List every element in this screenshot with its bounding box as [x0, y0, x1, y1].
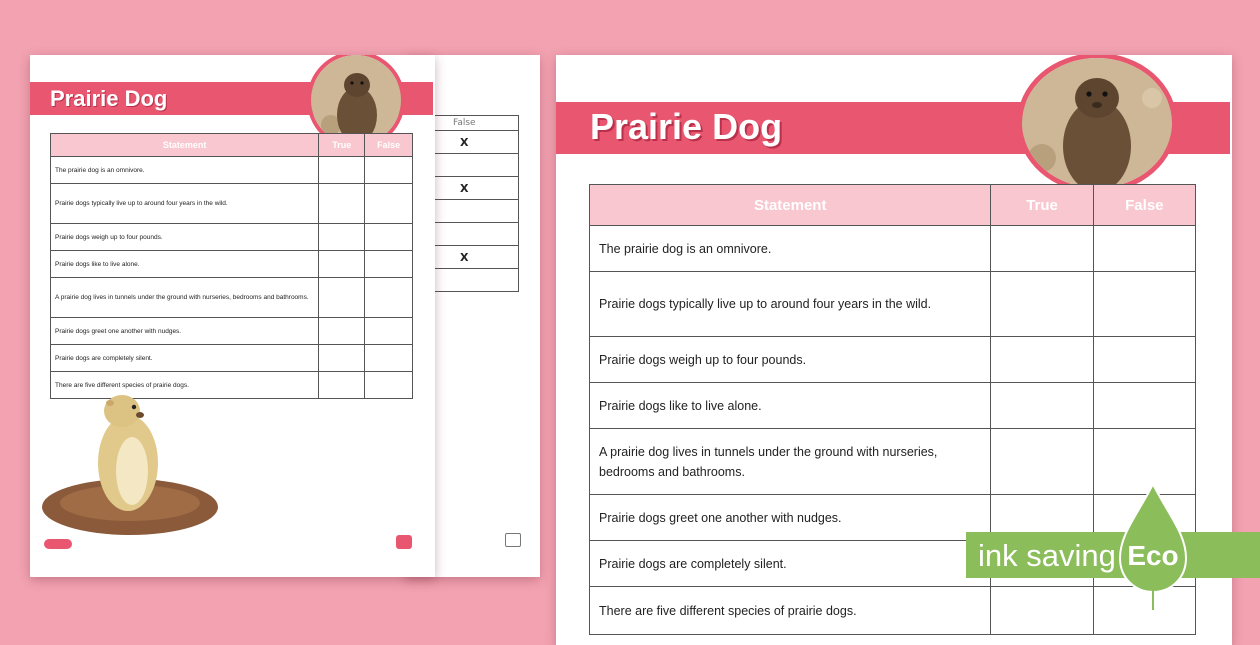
answer-mark: X	[410, 177, 518, 200]
worksheet-preview-small	[30, 55, 435, 577]
false-checkbox[interactable]	[1093, 337, 1195, 383]
true-checkbox[interactable]	[991, 272, 1093, 337]
prairie-dog-photo	[1017, 55, 1177, 193]
true-header: True	[319, 134, 365, 157]
statement-cell: Prairie dogs weigh up to four pounds.	[590, 337, 991, 383]
true-checkbox[interactable]	[319, 278, 365, 318]
statement-table	[50, 133, 413, 399]
false-checkbox[interactable]	[365, 224, 413, 251]
prairie-dog-illustration	[40, 385, 220, 535]
statement-cell: A prairie dog lives in tunnels under the ground with nurseries, bedrooms and bathrooms.	[590, 429, 991, 495]
statement-cell: Prairie dogs greet one another with nudges.	[590, 495, 991, 541]
footer-logo-icon	[44, 539, 72, 549]
eco-label: Eco	[1127, 540, 1179, 571]
false-header: False	[365, 134, 413, 157]
true-checkbox[interactable]	[991, 337, 1093, 383]
answer-mark: X	[410, 131, 518, 154]
false-checkbox[interactable]	[365, 318, 413, 345]
true-checkbox[interactable]	[991, 383, 1093, 429]
statement-cell: Prairie dogs typically live up to around four years in the wild.	[590, 272, 991, 337]
true-checkbox[interactable]	[319, 318, 365, 345]
false-checkbox[interactable]	[1093, 226, 1195, 272]
statement-cell: There are five different species of prairie dogs.	[51, 372, 319, 399]
false-checkbox[interactable]	[365, 372, 413, 399]
true-checkbox[interactable]	[319, 224, 365, 251]
true-checkbox[interactable]	[319, 372, 365, 399]
statement-cell: Prairie dogs are completely silent.	[51, 345, 319, 372]
false-checkbox[interactable]	[365, 184, 413, 224]
false-header: False	[1093, 185, 1195, 226]
ink-saving-badge	[966, 482, 1260, 612]
statement-cell: Prairie dogs weigh up to four pounds.	[51, 224, 319, 251]
statement-header: Statement	[51, 134, 319, 157]
worksheet-title: Prairie Dog	[50, 86, 168, 111]
answer-false-header: False	[410, 116, 518, 131]
statement-cell: Prairie dogs like to live alone.	[590, 383, 991, 429]
true-header: True	[991, 185, 1093, 226]
statement-cell: The prairie dog is an omnivore.	[590, 226, 991, 272]
footer-logo-icon	[505, 533, 521, 547]
badge-label: ink saving	[978, 538, 1116, 573]
true-checkbox[interactable]	[319, 251, 365, 278]
false-checkbox[interactable]	[1093, 272, 1195, 337]
worksheet-title: Prairie Dog	[590, 106, 783, 147]
true-checkbox[interactable]	[319, 184, 365, 224]
false-checkbox[interactable]	[365, 157, 413, 184]
statement-cell: Prairie dogs like to live alone.	[51, 251, 319, 278]
statement-cell: There are five different species of prairie dogs.	[590, 587, 991, 635]
false-checkbox[interactable]	[365, 251, 413, 278]
answer-mark: X	[410, 246, 518, 269]
statement-cell: The prairie dog is an omnivore.	[51, 157, 319, 184]
false-checkbox[interactable]	[1093, 383, 1195, 429]
statement-cell: Prairie dogs are completely silent.	[590, 541, 991, 587]
statement-cell: Prairie dogs typically live up to around four years in the wild.	[51, 184, 319, 224]
statement-cell: Prairie dogs greet one another with nudges.	[51, 318, 319, 345]
footer-badge-icon	[396, 535, 412, 549]
false-checkbox[interactable]	[365, 278, 413, 318]
true-checkbox[interactable]	[991, 226, 1093, 272]
true-checkbox[interactable]	[319, 157, 365, 184]
statement-header: Statement	[590, 185, 991, 226]
false-checkbox[interactable]	[365, 345, 413, 372]
statement-cell: A prairie dog lives in tunnels under the ground with nurseries, bedrooms and bathrooms.	[51, 278, 319, 318]
true-checkbox[interactable]	[319, 345, 365, 372]
